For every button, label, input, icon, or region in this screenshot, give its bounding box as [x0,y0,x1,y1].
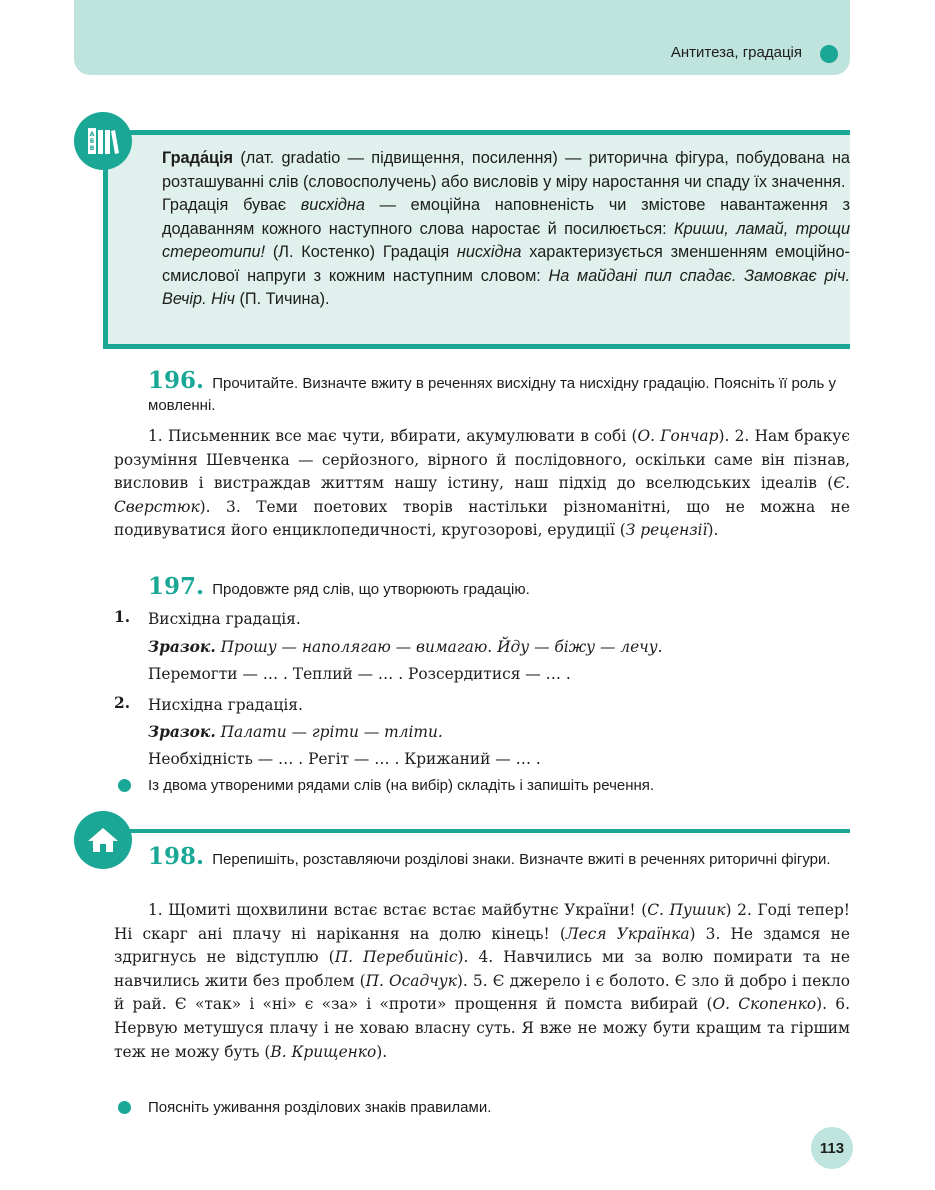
theory-top-rule [103,130,850,134]
exercise-198-task: 198. Перепишіть, розставляючи розділові знаки. Визначте вжиті в реченнях риторичні фігури. [148,843,831,870]
exercise-number: 197. [148,573,205,600]
item-1-title: Висхідна градація. [148,610,301,628]
item-1-task: Перемогти — … . Теплий — … . Розсердитися — … . [148,665,571,683]
running-header [74,0,850,75]
books-icon [74,112,132,170]
exercise-197-bullet: Із двома утвореними рядами слів (на вибір) складіть і запишіть речення. [148,777,655,794]
term-gradation: Града́ція [162,149,234,167]
header-title: Антитеза, градація [670,44,802,61]
item-2-number: 2. [114,694,131,712]
svg-text:Б: Б [89,138,95,145]
item-2-task: Необхідність — … . Регіт — … . Крижаний — … . [148,750,541,768]
exercise-number: 198. [148,843,205,870]
exercise-197-task: 197. Продовжте ряд слів, що утворюють градацію. [148,573,530,600]
homework-rule [103,829,850,833]
theory-definition: Града́ція (лат. gradatio — підвищення, посилення) — риторична фігура, побудована на розташуванні слів (словосполучень) або висловів у міру наростання чи спаду їх значення. Градація буває висхідна — емоційна наповненість чи змістове навантаження з додаванням кожного наступного слова наростає й посилюється: Криши, ламай, трощи стереотипи! (Л. Костенко) Градація нисхідна характеризується зменшенням емоційно-смислової напруги з кожним наступним словом: На майдані пил спадає. Замовкає річ. Вечір. Ніч (П. Тичина). [162,149,851,308]
exercise-196-task: 196. Прочитайте. Визначте вжиту в реченнях висхідну та нисхідну градацію. Поясніть її роль у мовленні. [148,367,837,414]
item-1-number: 1. [114,608,131,626]
bullet-icon [118,779,131,792]
bullet-icon [118,1101,131,1114]
exercise-198-bullet: Поясніть уживання розділових знаків правилами. [148,1099,492,1116]
item-1-sample: Зразок. Прошу — наполягаю — вимагаю. Йду — біжу — лечу. [148,638,663,656]
item-2-title: Нисхідна градація. [148,696,303,714]
home-icon [74,811,132,869]
exercise-number: 196. [148,367,205,394]
exercise-196-text: 1. Письменник все має чути, вбирати, акумулювати в собі (О. Гончар). 2. Нам бракує розуміння Шевченка — серйозного, вірного й послідовного, оскільки саме він пізнав, висловив і вистраждав життям нашу істину, наш підхід до вселюдських ідеалів (Є. Сверстюк). 3. Теми поетових творів настільки різноманітні, що не можна не подивуватися його енциклопедичності, кругозорові, ерудиції (З рецензії). [114,427,850,540]
item-2-sample: Зразок. Палати — гріти — тліти. [148,723,443,741]
page-number: 113 [811,1127,853,1169]
exercise-198-text: 1. Щомиті щохвилини встає встає встає майбутнє України! (С. Пушик) 2. Годі тепер! Ні скарг ані плачу ні нарікання на долю кінець! (Леся Українка) 3. Не здамся не здригнусь не відступлю (П. Перебийніс). 4. Навчились ми за волю помирати та не навчились жити без проблем (П. Осадчук). 5. Є джерело і є болото. Є зло й добро і пекло й рай. Є «так» і «ні» є «за» і «проти» прощення й помста вибирай (О. Скопенко). 6. Нервую метушуся плачу і не ховаю власну суть. Я вже не можу бути кращим та гіршим теж не можу буть (В. Крищенко). [114,901,851,1061]
header-dot-icon [820,45,838,63]
svg-text:В: В [89,145,95,152]
svg-text:А: А [89,131,95,138]
